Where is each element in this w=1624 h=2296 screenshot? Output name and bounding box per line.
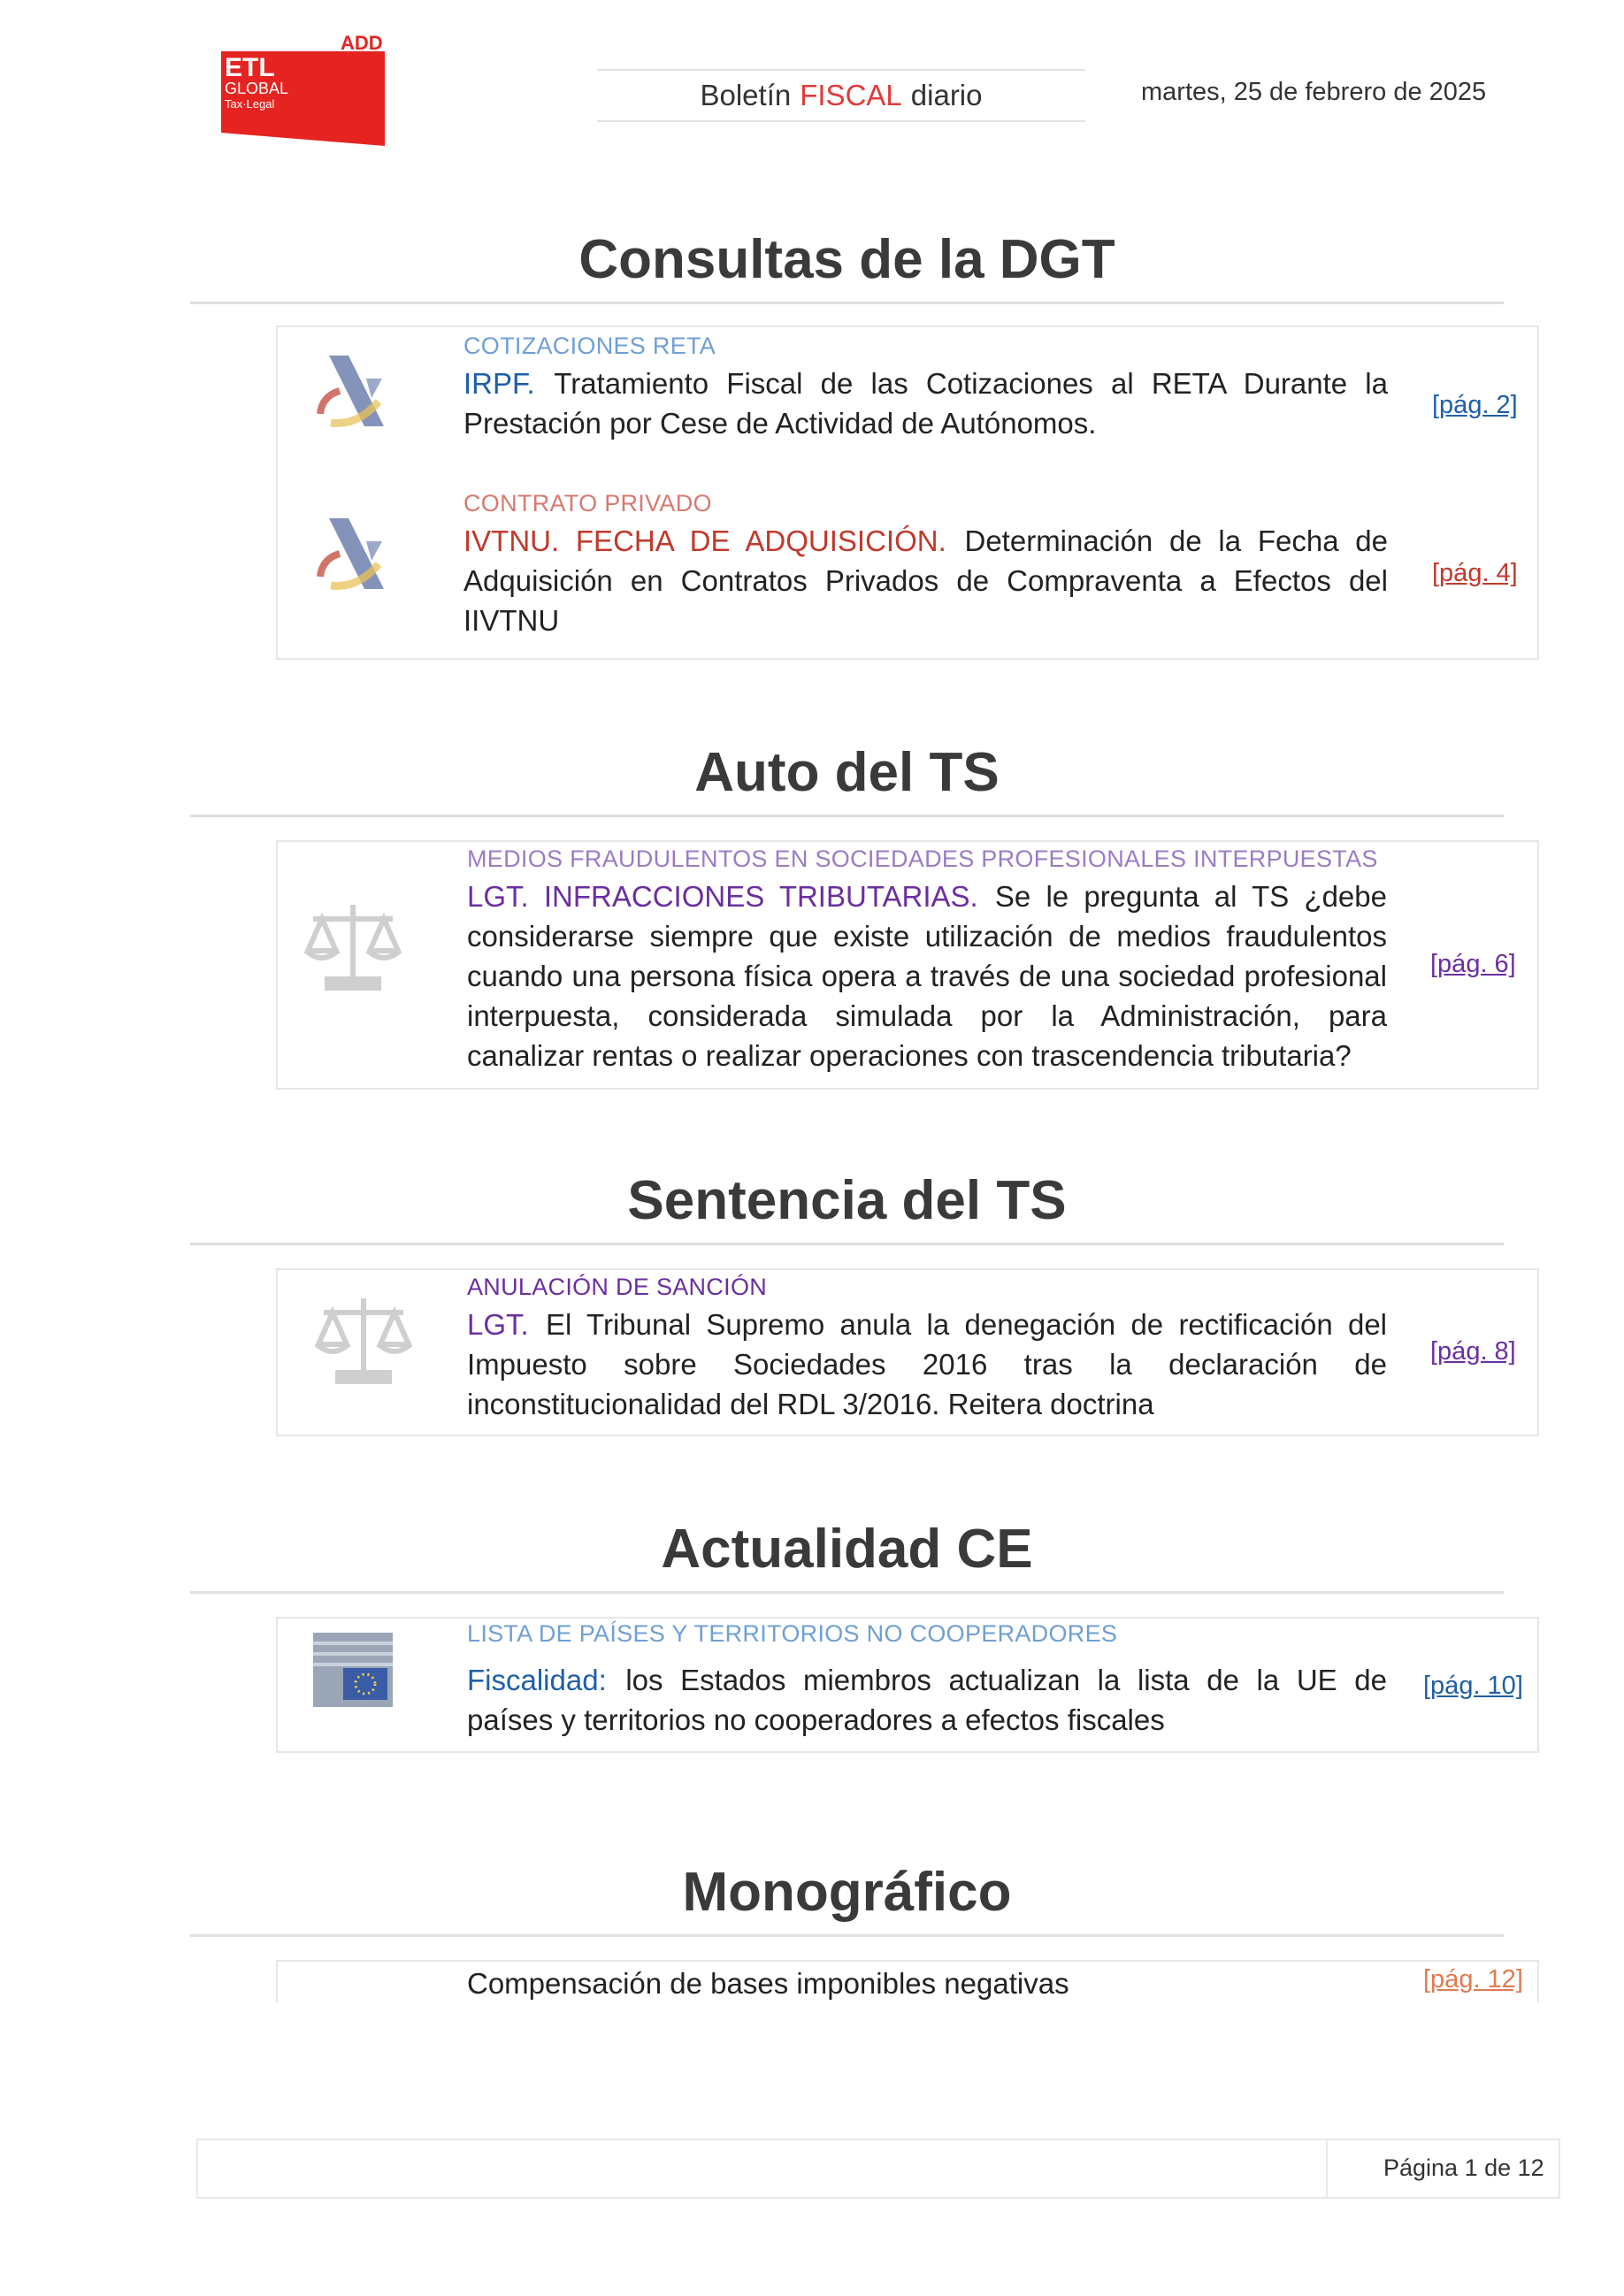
entry-key: Fiscalidad: xyxy=(467,1664,607,1696)
entry-text: Determinación de la Fecha de Adquisición en Contratos Privados de Compraventa a Efectos del IIVTNU xyxy=(463,524,1388,637)
page-footer xyxy=(196,2139,1560,2199)
entry-body xyxy=(463,521,1388,640)
entry-key: IRPF. xyxy=(463,367,535,400)
entry-category: ANULACIÓN DE SANCIÓN xyxy=(467,1274,768,1300)
etl-global-logo xyxy=(221,35,385,146)
bulletin-date: martes, 25 de febrero de 2025 xyxy=(1141,78,1487,106)
page-link-6[interactable]: [pág. 6] xyxy=(1430,950,1516,978)
page-link-4[interactable]: [pág. 4] xyxy=(1432,559,1518,587)
entry-text: Se le pregunta al TS ¿debe considerarse siempre que existe utilización de medios fraudulentos cuando una persona física opera a través de una sociedad profesional interpuesta, considerada simulada por la Administración, para canalizar rentas o realizar operaciones con trascendencia tributaria? xyxy=(467,880,1387,1072)
dgt-box xyxy=(276,325,1539,660)
entry-category: CONTRATO PRIVADO xyxy=(463,490,712,517)
section-title-dgt: Consultas de la DGT xyxy=(190,228,1504,304)
logo-etl-text: ETL xyxy=(225,53,275,82)
scales-of-justice-icon xyxy=(315,1293,412,1395)
section-title-monografico: Monográfico xyxy=(190,1861,1504,1937)
logo-taxlegal-text: Tax·Legal xyxy=(225,97,275,111)
entry-key: IVTNU. FECHA DE ADQUISICIÓN. xyxy=(463,524,946,557)
entry-anulacion-sancion xyxy=(467,1274,1387,1424)
section-title-actualidad-ce: Actualidad CE xyxy=(190,1518,1504,1594)
entry-body xyxy=(467,1305,1387,1424)
entry-cotizaciones-reta xyxy=(463,333,1388,443)
page-link-10[interactable]: [pág. 10] xyxy=(1423,1672,1523,1700)
logo-global-text: GLOBAL xyxy=(225,80,289,97)
title-post: diario xyxy=(910,79,983,111)
section-title-sentencia-ts: Sentencia del TS xyxy=(190,1169,1504,1245)
page-number: Página 1 de 12 xyxy=(1383,2154,1544,2181)
actualidad-ce-box xyxy=(276,1617,1539,1753)
section-title-auto-ts: Auto del TS xyxy=(190,741,1504,817)
entry-text: Tratamiento Fiscal de las Cotizaciones al RETA Durante la Prestación por Cese de Actividad de Autónomos. xyxy=(463,367,1388,440)
entry-body xyxy=(467,876,1387,1075)
auto-ts-box xyxy=(276,840,1539,1090)
entry-key: LGT. xyxy=(467,1308,529,1341)
entry-contrato-privado xyxy=(463,490,1388,640)
scales-of-justice-icon xyxy=(304,899,402,1001)
title-pre: Boletín xyxy=(700,79,792,111)
entry-body: Compensación de bases imponibles negativas xyxy=(467,1967,1069,2000)
entry-medios-fraudulentos xyxy=(467,846,1387,1075)
entry-category: LISTA DE PAÍSES Y TERRITORIOS NO COOPERADORES xyxy=(467,1620,1118,1647)
entry-category: COTIZACIONES RETA xyxy=(463,333,716,359)
entry-text: El Tribunal Supremo anula la denegación de rectificación del Impuesto sobre Sociedades 2016 tras la declaración de inconstitucionalidad del RDL 3/2016. Reitera doctrina xyxy=(467,1308,1387,1420)
entry-paises-no-cooperadores xyxy=(467,1620,1387,1740)
bulletin-title xyxy=(597,69,1085,122)
eu-building-flag-icon xyxy=(313,1633,393,1711)
logo-add-text: ADD xyxy=(341,35,383,54)
entry-text: los Estados miembros actualizan la lista de la UE de países y territorios no cooperadores a efectos fiscales xyxy=(467,1664,1387,1736)
page-link-12[interactable]: [pág. 12] xyxy=(1423,1965,1523,1994)
entry-body xyxy=(463,364,1388,443)
entry-monografico xyxy=(467,1963,1387,2003)
aeat-logo-icon xyxy=(313,515,393,599)
aeat-logo-icon xyxy=(313,352,393,436)
sentencia-ts-box xyxy=(276,1268,1539,1436)
page-link-8[interactable]: [pág. 8] xyxy=(1430,1337,1516,1366)
entry-category: MEDIOS FRAUDULENTOS EN SOCIEDADES PROFESIONALES INTERPUESTAS xyxy=(467,846,1378,872)
title-fiscal: FISCAL xyxy=(800,79,902,111)
entry-key: LGT. INFRACCIONES TRIBUTARIAS. xyxy=(467,880,978,913)
entry-body xyxy=(467,1660,1387,1740)
page-link-2[interactable]: [pág. 2] xyxy=(1432,391,1518,419)
monografico-box xyxy=(276,1960,1539,2002)
footer-separator xyxy=(1326,2140,1328,2197)
